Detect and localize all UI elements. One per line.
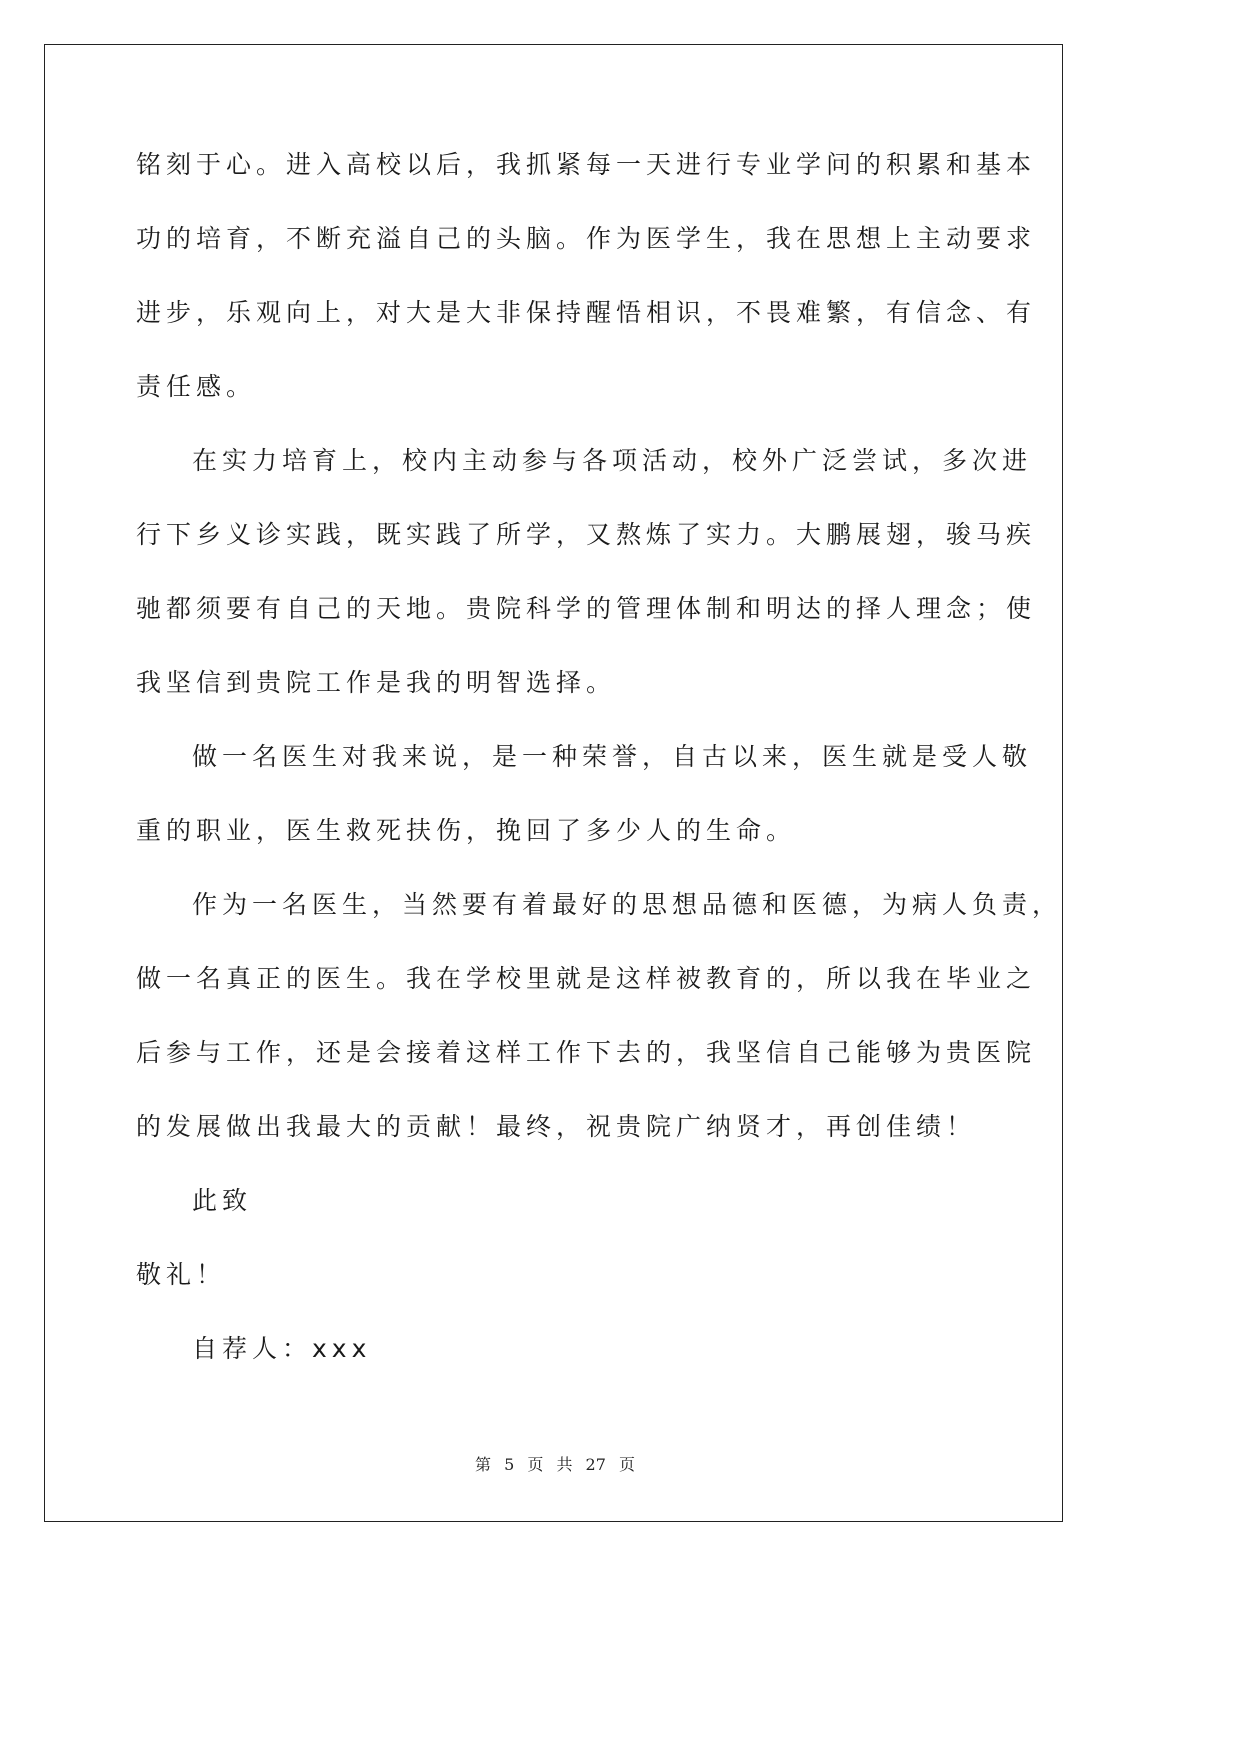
signature-line: 自荐人：xxx — [192, 1334, 372, 1363]
text-line: 责任感。 — [136, 372, 257, 401]
paragraph-start-line: 作为一名医生，当然要有着最好的思想品德和医德，为病人负责， — [192, 890, 1063, 919]
closing-salutation: 此致 — [192, 1186, 253, 1215]
page-number-footer: 第 5 页 共 27 页 — [475, 1455, 635, 1474]
closing-respect: 敬礼！ — [136, 1260, 227, 1289]
text-line: 后参与工作，还是会接着这样工作下去的，我坚信自己能够为贵医院 — [136, 1038, 1037, 1067]
text-line: 驰都须要有自己的天地。贵院科学的管理体制和明达的择人理念；使 — [136, 594, 1037, 623]
text-line: 进步，乐观向上，对大是大非保持醒悟相识，不畏难繁，有信念、有 — [136, 298, 1037, 327]
text-line: 铭刻于心。进入高校以后，我抓紧每一天进行专业学问的积累和基本 — [136, 150, 1037, 179]
text-line: 做一名真正的医生。我在学校里就是这样被教育的，所以我在毕业之 — [136, 964, 1037, 993]
paragraph-start-line: 做一名医生对我来说，是一种荣誉，自古以来，医生就是受人敬 — [192, 742, 1033, 771]
letter-body — [136, 128, 1063, 1386]
text-line: 我坚信到贵院工作是我的明智选择。 — [136, 668, 617, 697]
text-line: 功的培育，不断充溢自己的头脑。作为医学生，我在思想上主动要求 — [136, 224, 1037, 253]
text-line: 重的职业，医生救死扶伤，挽回了多少人的生命。 — [136, 816, 797, 845]
text-line: 的发展做出我最大的贡献！最终，祝贵院广纳贤才，再创佳绩！ — [136, 1112, 977, 1141]
paragraph-start-line: 在实力培育上，校内主动参与各项活动，校外广泛尝试，多次进 — [192, 446, 1033, 475]
text-line: 行下乡义诊实践，既实践了所学，又熬炼了实力。大鹏展翅，骏马疾 — [136, 520, 1037, 549]
